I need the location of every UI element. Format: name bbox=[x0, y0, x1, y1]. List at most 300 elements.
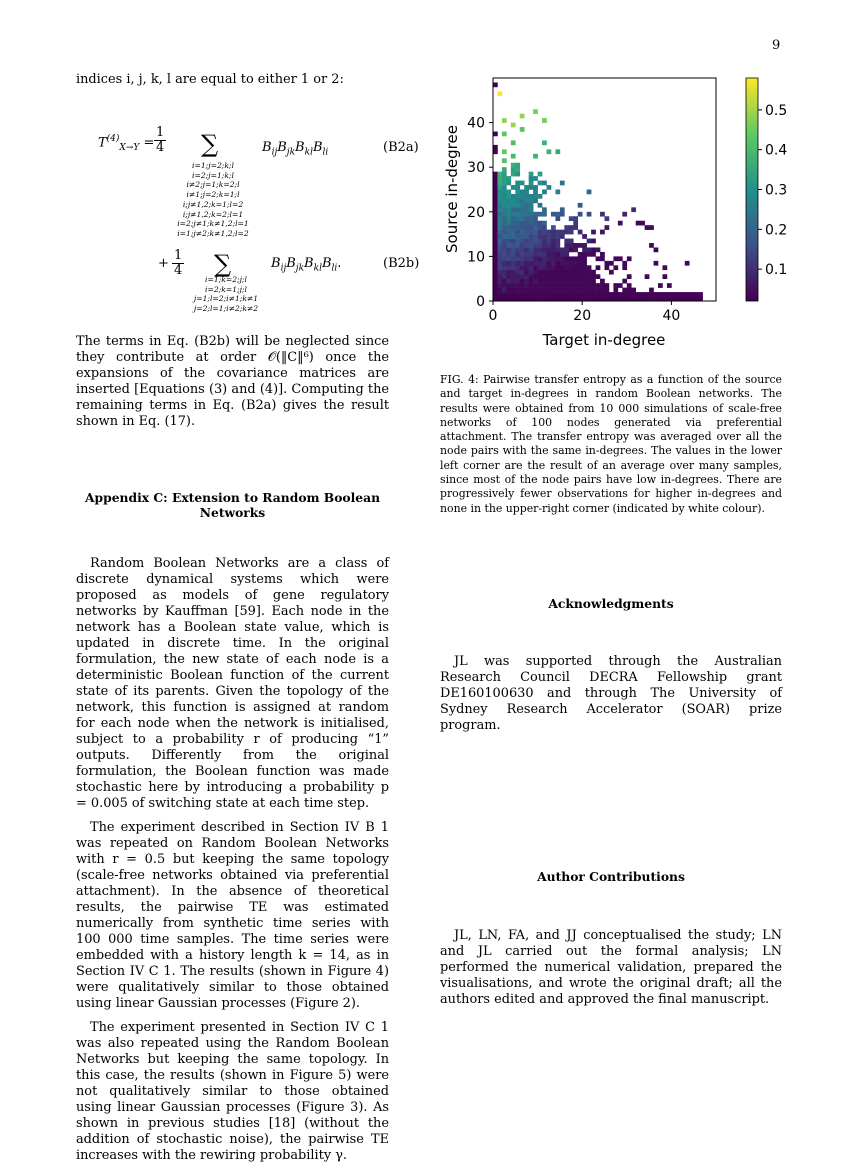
heatmap-cell bbox=[564, 256, 569, 261]
heatmap-cell bbox=[582, 234, 587, 239]
heatmap-cell bbox=[573, 279, 578, 284]
heatmap-cell bbox=[529, 234, 534, 239]
heatmap-cell bbox=[493, 212, 498, 217]
heatmap-cell bbox=[524, 234, 529, 239]
heatmap-cell bbox=[538, 194, 543, 199]
x-tick-label: 20 bbox=[573, 308, 592, 324]
heatmap-cell bbox=[506, 212, 511, 217]
heatmap-cell bbox=[542, 283, 547, 288]
heatmap-cell bbox=[493, 252, 498, 257]
heatmap-cell bbox=[524, 225, 529, 230]
heatmap-cell bbox=[502, 207, 507, 212]
heatmap-cell bbox=[560, 234, 565, 239]
heatmap-cell bbox=[596, 274, 601, 279]
heatmap-cell bbox=[694, 292, 699, 297]
heatmap-cell bbox=[529, 239, 534, 244]
paragraph-rbn-rewiring: The experiment presented in Section IV C 1 was also repeated using the Random Boolean Networks but keeping the same topology. In this case, the results (shown in Figure 5) were not qualitatively similar to those obtained using linear Gaussian processes (Figure 3). As shown in previous studies [18] (without the addition of stochastic noise), the pairwise TE increases with the rewiring probability γ. bbox=[76, 1020, 389, 1163]
colorbar-tick-label: 0.4 bbox=[765, 142, 788, 159]
heatmap-cell bbox=[529, 256, 534, 261]
heatmap-cell bbox=[542, 261, 547, 266]
heatmap-cell bbox=[600, 230, 605, 235]
heatmap-cell bbox=[493, 190, 498, 195]
heatmap-cell bbox=[555, 292, 560, 297]
figure-4-heatmap bbox=[440, 72, 788, 362]
heatmap-cell bbox=[560, 265, 565, 270]
heatmap-cell bbox=[591, 230, 596, 235]
heatmap-cell bbox=[551, 239, 556, 244]
colorbar-tick-label: 0.5 bbox=[765, 102, 788, 119]
sum-condition-line: i=2;k=1;j;l bbox=[205, 284, 247, 294]
heatmap-cell bbox=[497, 247, 502, 252]
heatmap-cell bbox=[515, 212, 520, 217]
heatmap-cell bbox=[511, 167, 516, 172]
heatmap-cell bbox=[542, 225, 547, 230]
heatmap-cell bbox=[564, 265, 569, 270]
heatmap-cell bbox=[497, 265, 502, 270]
heatmap-cell bbox=[502, 212, 507, 217]
heatmap-cell bbox=[547, 234, 552, 239]
heatmap-cell bbox=[596, 283, 601, 288]
heatmap-cell bbox=[613, 292, 618, 297]
heatmap-cell bbox=[636, 292, 641, 297]
heatmap-cell bbox=[564, 239, 569, 244]
heatmap-cell bbox=[529, 288, 534, 293]
heatmap-cell bbox=[493, 216, 498, 221]
heatmap-cell bbox=[542, 247, 547, 252]
heatmap-cell bbox=[591, 279, 596, 284]
heatmap-cell bbox=[524, 216, 529, 221]
heatmap-cell bbox=[506, 230, 511, 235]
heatmap-cell bbox=[555, 288, 560, 293]
heatmap-cell bbox=[493, 82, 498, 87]
heatmap-cell bbox=[515, 261, 520, 266]
sum-sign-b: ∑ bbox=[214, 250, 232, 278]
heatmap-cell bbox=[547, 292, 552, 297]
heatmap-cell bbox=[524, 256, 529, 261]
heatmap-cell bbox=[515, 185, 520, 190]
heatmap-cell bbox=[605, 292, 610, 297]
heatmap-cell bbox=[502, 194, 507, 199]
heatmap-cell bbox=[555, 252, 560, 257]
heatmap-cell bbox=[529, 172, 534, 177]
heatmap-cell bbox=[560, 261, 565, 266]
fraction-b: $\frac{1}{4}$ bbox=[174, 248, 183, 278]
heatmap-cell bbox=[578, 256, 583, 261]
heatmap-cell bbox=[573, 256, 578, 261]
heatmap-cell bbox=[538, 270, 543, 275]
heatmap-cell bbox=[547, 239, 552, 244]
heatmap-cell bbox=[609, 261, 614, 266]
heatmap-cell bbox=[529, 207, 534, 212]
heatmap-cell bbox=[493, 207, 498, 212]
heatmap-cell bbox=[529, 221, 534, 226]
term-a: $B_{ij}B_{jk}B_{kl}B_{li}$ bbox=[262, 140, 329, 158]
heatmap-cell bbox=[569, 256, 574, 261]
heatmap-cell bbox=[582, 265, 587, 270]
heatmap-cell bbox=[618, 292, 623, 297]
heatmap-cell bbox=[511, 283, 516, 288]
heatmap-cell bbox=[493, 243, 498, 248]
heatmap-cell bbox=[560, 256, 565, 261]
heatmap-cell bbox=[520, 279, 525, 284]
heatmap-cell bbox=[520, 265, 525, 270]
heatmap-cell bbox=[555, 247, 560, 252]
sum-condition-line: i≠1;j=2;k=1;l bbox=[186, 190, 240, 200]
heatmap-cell bbox=[502, 288, 507, 293]
heatmap-cell bbox=[497, 234, 502, 239]
heatmap-cell bbox=[547, 247, 552, 252]
heatmap-cell bbox=[582, 243, 587, 248]
heatmap-cell bbox=[609, 270, 614, 275]
heatmap-cell bbox=[547, 149, 552, 154]
heatmap-cell bbox=[613, 288, 618, 293]
sum-condition-line: i=1;j≠2;k≠1,2;l=2 bbox=[177, 228, 249, 238]
heatmap-cell bbox=[542, 140, 547, 145]
author-contributions-heading: Author Contributions bbox=[537, 869, 685, 884]
heatmap-cell bbox=[622, 292, 627, 297]
heatmap-cell bbox=[542, 207, 547, 212]
heatmap-cell bbox=[515, 279, 520, 284]
heatmap-cell bbox=[542, 252, 547, 257]
heatmap-cell bbox=[547, 283, 552, 288]
heatmap-cell bbox=[515, 203, 520, 208]
heatmap-cell bbox=[493, 221, 498, 226]
heatmap-cell bbox=[502, 118, 507, 123]
heatmap-cell bbox=[538, 283, 543, 288]
heatmap-cell bbox=[502, 239, 507, 244]
heatmap-cell bbox=[497, 207, 502, 212]
sum-conditions-a bbox=[154, 161, 272, 239]
y-tick-label: 0 bbox=[476, 294, 485, 310]
heatmap-cell bbox=[560, 247, 565, 252]
equation-lhs: $T^{(4)}_{X\to Y}$ = bbox=[98, 134, 155, 153]
heatmap-cell bbox=[515, 283, 520, 288]
heatmap-cell bbox=[515, 239, 520, 244]
heatmap-cell bbox=[506, 243, 511, 248]
heatmap-cell bbox=[587, 292, 592, 297]
heatmap-cell bbox=[493, 145, 498, 150]
heatmap-cell bbox=[551, 279, 556, 284]
heatmap-cell bbox=[533, 109, 538, 114]
heatmap-cell bbox=[569, 292, 574, 297]
heatmap-cell bbox=[493, 234, 498, 239]
heatmap-cell bbox=[618, 283, 623, 288]
heatmap-cell bbox=[631, 292, 636, 297]
heatmap-cell bbox=[520, 221, 525, 226]
heatmap-cell bbox=[524, 265, 529, 270]
heatmap-cell bbox=[600, 252, 605, 257]
heatmap-cell bbox=[542, 256, 547, 261]
heatmap-cell bbox=[573, 265, 578, 270]
heatmap-cell bbox=[547, 256, 552, 261]
heatmap-cell bbox=[587, 212, 592, 217]
heatmap-cell bbox=[542, 274, 547, 279]
heatmap-cell bbox=[502, 265, 507, 270]
heatmap-cell bbox=[542, 190, 547, 195]
heatmap-cell bbox=[587, 239, 592, 244]
heatmap-cell bbox=[582, 270, 587, 275]
heatmap-cell bbox=[538, 288, 543, 293]
heatmap-cell bbox=[645, 274, 650, 279]
heatmap-cell bbox=[497, 185, 502, 190]
heatmap-cell bbox=[582, 283, 587, 288]
heatmap-cell bbox=[520, 239, 525, 244]
heatmap-cell bbox=[533, 221, 538, 226]
heatmap-cell bbox=[622, 261, 627, 266]
y-tick-label: 40 bbox=[467, 115, 485, 132]
heatmap-cell bbox=[520, 288, 525, 293]
y-axis-ticks bbox=[467, 116, 493, 310]
heatmap-cell bbox=[520, 198, 525, 203]
heatmap-cell bbox=[600, 292, 605, 297]
heatmap-cell bbox=[564, 243, 569, 248]
heatmap-cell bbox=[631, 288, 636, 293]
heatmap-cell bbox=[529, 181, 534, 186]
heatmap-cell bbox=[520, 270, 525, 275]
equation-intro: indices i, j, k, l are equal to either 1 or 2: bbox=[76, 72, 344, 87]
heatmap-cell bbox=[506, 190, 511, 195]
heatmap-cell bbox=[493, 132, 498, 137]
heatmap-cell bbox=[506, 194, 511, 199]
heatmap-cell bbox=[622, 265, 627, 270]
heatmap-cell bbox=[511, 216, 516, 221]
heatmap-cell bbox=[529, 270, 534, 275]
heatmap-cell bbox=[497, 270, 502, 275]
sum-condition-line: i=2;j=1;k;l bbox=[192, 170, 234, 180]
heatmap-cell bbox=[533, 234, 538, 239]
heatmap-cell bbox=[573, 292, 578, 297]
sum-conditions-b bbox=[172, 275, 280, 314]
heatmap-cell bbox=[578, 265, 583, 270]
heatmap-cell bbox=[551, 247, 556, 252]
heatmap-cell bbox=[560, 292, 565, 297]
heatmap-cell bbox=[506, 283, 511, 288]
heatmap-cell bbox=[520, 225, 525, 230]
heatmap-cell bbox=[538, 181, 543, 186]
heatmap-cell bbox=[555, 216, 560, 221]
heatmap-cell bbox=[524, 292, 529, 297]
heatmap-cell bbox=[578, 283, 583, 288]
heatmap-cell bbox=[685, 292, 690, 297]
heatmap-cell bbox=[542, 292, 547, 297]
heatmap-cell bbox=[667, 283, 672, 288]
heatmap-cell bbox=[502, 283, 507, 288]
heatmap-cell bbox=[529, 185, 534, 190]
heatmap-cell bbox=[582, 256, 587, 261]
heatmap-cell bbox=[564, 261, 569, 266]
heatmap-cell bbox=[569, 279, 574, 284]
heatmap-cell bbox=[587, 265, 592, 270]
heatmap-cell bbox=[511, 274, 516, 279]
heatmap-cell bbox=[506, 288, 511, 293]
heatmap-cell bbox=[542, 234, 547, 239]
heatmap-cell bbox=[538, 243, 543, 248]
heatmap-cell bbox=[497, 261, 502, 266]
heatmap-cell bbox=[573, 261, 578, 266]
heatmap-cell bbox=[676, 292, 681, 297]
heatmap-cell bbox=[605, 225, 610, 230]
heatmap-cell bbox=[533, 265, 538, 270]
heatmap-cell bbox=[578, 212, 583, 217]
heatmap-cell bbox=[524, 247, 529, 252]
heatmap-cell bbox=[596, 256, 601, 261]
heatmap-cell bbox=[497, 243, 502, 248]
heatmap-cell bbox=[511, 225, 516, 230]
heatmap-cell bbox=[493, 203, 498, 208]
heatmap-cell bbox=[555, 230, 560, 235]
heatmap-cell bbox=[502, 172, 507, 177]
heatmap-cell bbox=[551, 234, 556, 239]
heatmap-cell bbox=[497, 181, 502, 186]
heatmap-cell bbox=[533, 283, 538, 288]
heatmap-cell bbox=[600, 256, 605, 261]
heatmap-cell bbox=[613, 283, 618, 288]
heatmap-cell bbox=[600, 279, 605, 284]
equation-tag-b2a: (B2a) bbox=[383, 140, 419, 155]
heatmap-cell bbox=[497, 225, 502, 230]
heatmap-cell bbox=[555, 256, 560, 261]
y-tick-label: 20 bbox=[467, 204, 485, 221]
heatmap-cell bbox=[582, 252, 587, 257]
heatmap-cell bbox=[555, 279, 560, 284]
heatmap-cell bbox=[515, 198, 520, 203]
heatmap-cell bbox=[497, 198, 502, 203]
heatmap-cell bbox=[497, 256, 502, 261]
heatmap-cell bbox=[524, 221, 529, 226]
heatmap-cell bbox=[511, 256, 516, 261]
heatmap-cell bbox=[578, 274, 583, 279]
heatmap-cell bbox=[533, 279, 538, 284]
colorbar-ticks bbox=[758, 103, 787, 278]
heatmap-cell bbox=[506, 270, 511, 275]
heatmap-cell bbox=[533, 239, 538, 244]
heatmap-cell bbox=[511, 265, 516, 270]
heatmap-cell bbox=[502, 149, 507, 154]
heatmap-cell bbox=[511, 212, 516, 217]
heatmap-cell bbox=[582, 247, 587, 252]
heatmap-cell bbox=[497, 279, 502, 284]
heatmap-cell bbox=[587, 279, 592, 284]
heatmap-cell bbox=[515, 225, 520, 230]
heatmap-cell bbox=[497, 212, 502, 217]
heatmap-cell bbox=[555, 234, 560, 239]
heatmap-cell bbox=[506, 207, 511, 212]
heatmap-cell bbox=[658, 283, 663, 288]
heatmap-cell bbox=[533, 185, 538, 190]
heatmap-cell bbox=[511, 288, 516, 293]
sum-condition-line: i=2;j≠1;k≠1,2;l=1 bbox=[177, 219, 249, 229]
heatmap-cell bbox=[493, 283, 498, 288]
heatmap-cell bbox=[533, 190, 538, 195]
heatmap-cell bbox=[520, 194, 525, 199]
heatmap-cell bbox=[542, 239, 547, 244]
heatmap-cell bbox=[497, 292, 502, 297]
heatmap-cell bbox=[538, 261, 543, 266]
heatmap-cell bbox=[564, 270, 569, 275]
heatmap-cell bbox=[502, 181, 507, 186]
heatmap-cell bbox=[582, 292, 587, 297]
heatmap-cell bbox=[547, 185, 552, 190]
heatmap-cell bbox=[587, 274, 592, 279]
heatmap-cell bbox=[520, 114, 525, 119]
heatmap-cell bbox=[506, 252, 511, 257]
heatmap-cell bbox=[502, 261, 507, 266]
heatmap-cell bbox=[533, 225, 538, 230]
heatmap-cell bbox=[497, 203, 502, 208]
heatmap-cell bbox=[622, 212, 627, 217]
heatmap-cell bbox=[520, 207, 525, 212]
heatmap-cell bbox=[515, 252, 520, 257]
heatmap-cell bbox=[564, 252, 569, 257]
equation-b2 bbox=[76, 94, 420, 334]
heatmap-cell bbox=[529, 194, 534, 199]
heatmap-cell bbox=[555, 283, 560, 288]
heatmap-cell bbox=[551, 292, 556, 297]
heatmap-cell bbox=[538, 203, 543, 208]
x-axis-label: Target in-degree bbox=[542, 331, 666, 349]
heatmap-cell bbox=[649, 288, 654, 293]
heatmap-cell bbox=[502, 256, 507, 261]
heatmap-cell bbox=[524, 198, 529, 203]
heatmap-cell bbox=[506, 279, 511, 284]
heatmap-cell bbox=[515, 163, 520, 168]
heatmap-cell bbox=[493, 176, 498, 181]
heatmap-cell bbox=[573, 283, 578, 288]
heatmap-cell bbox=[515, 234, 520, 239]
heatmap-cell bbox=[515, 265, 520, 270]
heatmap-cell bbox=[551, 283, 556, 288]
heatmap-cell bbox=[520, 247, 525, 252]
heatmap-cell bbox=[560, 230, 565, 235]
heatmap-cell bbox=[511, 261, 516, 266]
heatmap-cell bbox=[502, 234, 507, 239]
heatmap-cell bbox=[627, 274, 632, 279]
heatmap-cell bbox=[538, 256, 543, 261]
heatmap-cell bbox=[564, 279, 569, 284]
heatmap-cells bbox=[493, 82, 703, 301]
heatmap-cell bbox=[578, 243, 583, 248]
heatmap-cell bbox=[502, 158, 507, 163]
heatmap-cell bbox=[649, 225, 654, 230]
heatmap-cell bbox=[520, 181, 525, 186]
heatmap-cell bbox=[493, 198, 498, 203]
heatmap-cell bbox=[497, 221, 502, 226]
term-b: $B_{ij}B_{jk}B_{kl}B_{li}$. bbox=[271, 256, 342, 274]
figure-4-caption: FIG. 4: Pairwise transfer entropy as a function of the source and target in-degrees in random Boolean networks. The results were obtained from 10 000 simulations of scale-free networks of 100 nodes generated via preferential attachment. The transfer entropy was averaged over all the node pairs with the same in-degrees. The values in the lower left corner are the result of an average over many samples, since most of the node pairs have low in-degrees. There are progressively fewer observations for higher in-degrees and none in the upper-right corner (indicated by white colour). bbox=[440, 373, 782, 515]
heatmap-cell bbox=[515, 230, 520, 235]
heatmap-cell bbox=[515, 172, 520, 177]
heatmap-cell bbox=[511, 198, 516, 203]
heatmap-cell bbox=[551, 243, 556, 248]
heatmap-cell bbox=[654, 292, 659, 297]
heatmap-cell bbox=[529, 203, 534, 208]
equation-tag-b2b: (B2b) bbox=[383, 256, 420, 271]
heatmap-cell bbox=[551, 256, 556, 261]
heatmap-cell bbox=[515, 216, 520, 221]
heatmap-cell bbox=[587, 288, 592, 293]
heatmap-cell bbox=[520, 216, 525, 221]
heatmap-cell bbox=[560, 279, 565, 284]
heatmap-cell bbox=[555, 239, 560, 244]
heatmap-cell bbox=[511, 123, 516, 128]
heatmap-cell bbox=[640, 221, 645, 226]
heatmap-cell bbox=[551, 230, 556, 235]
heatmap-cell bbox=[506, 181, 511, 186]
heatmap-cell bbox=[520, 243, 525, 248]
heatmap-cell bbox=[555, 265, 560, 270]
heatmap-cell bbox=[622, 288, 627, 293]
heatmap-cell bbox=[533, 230, 538, 235]
